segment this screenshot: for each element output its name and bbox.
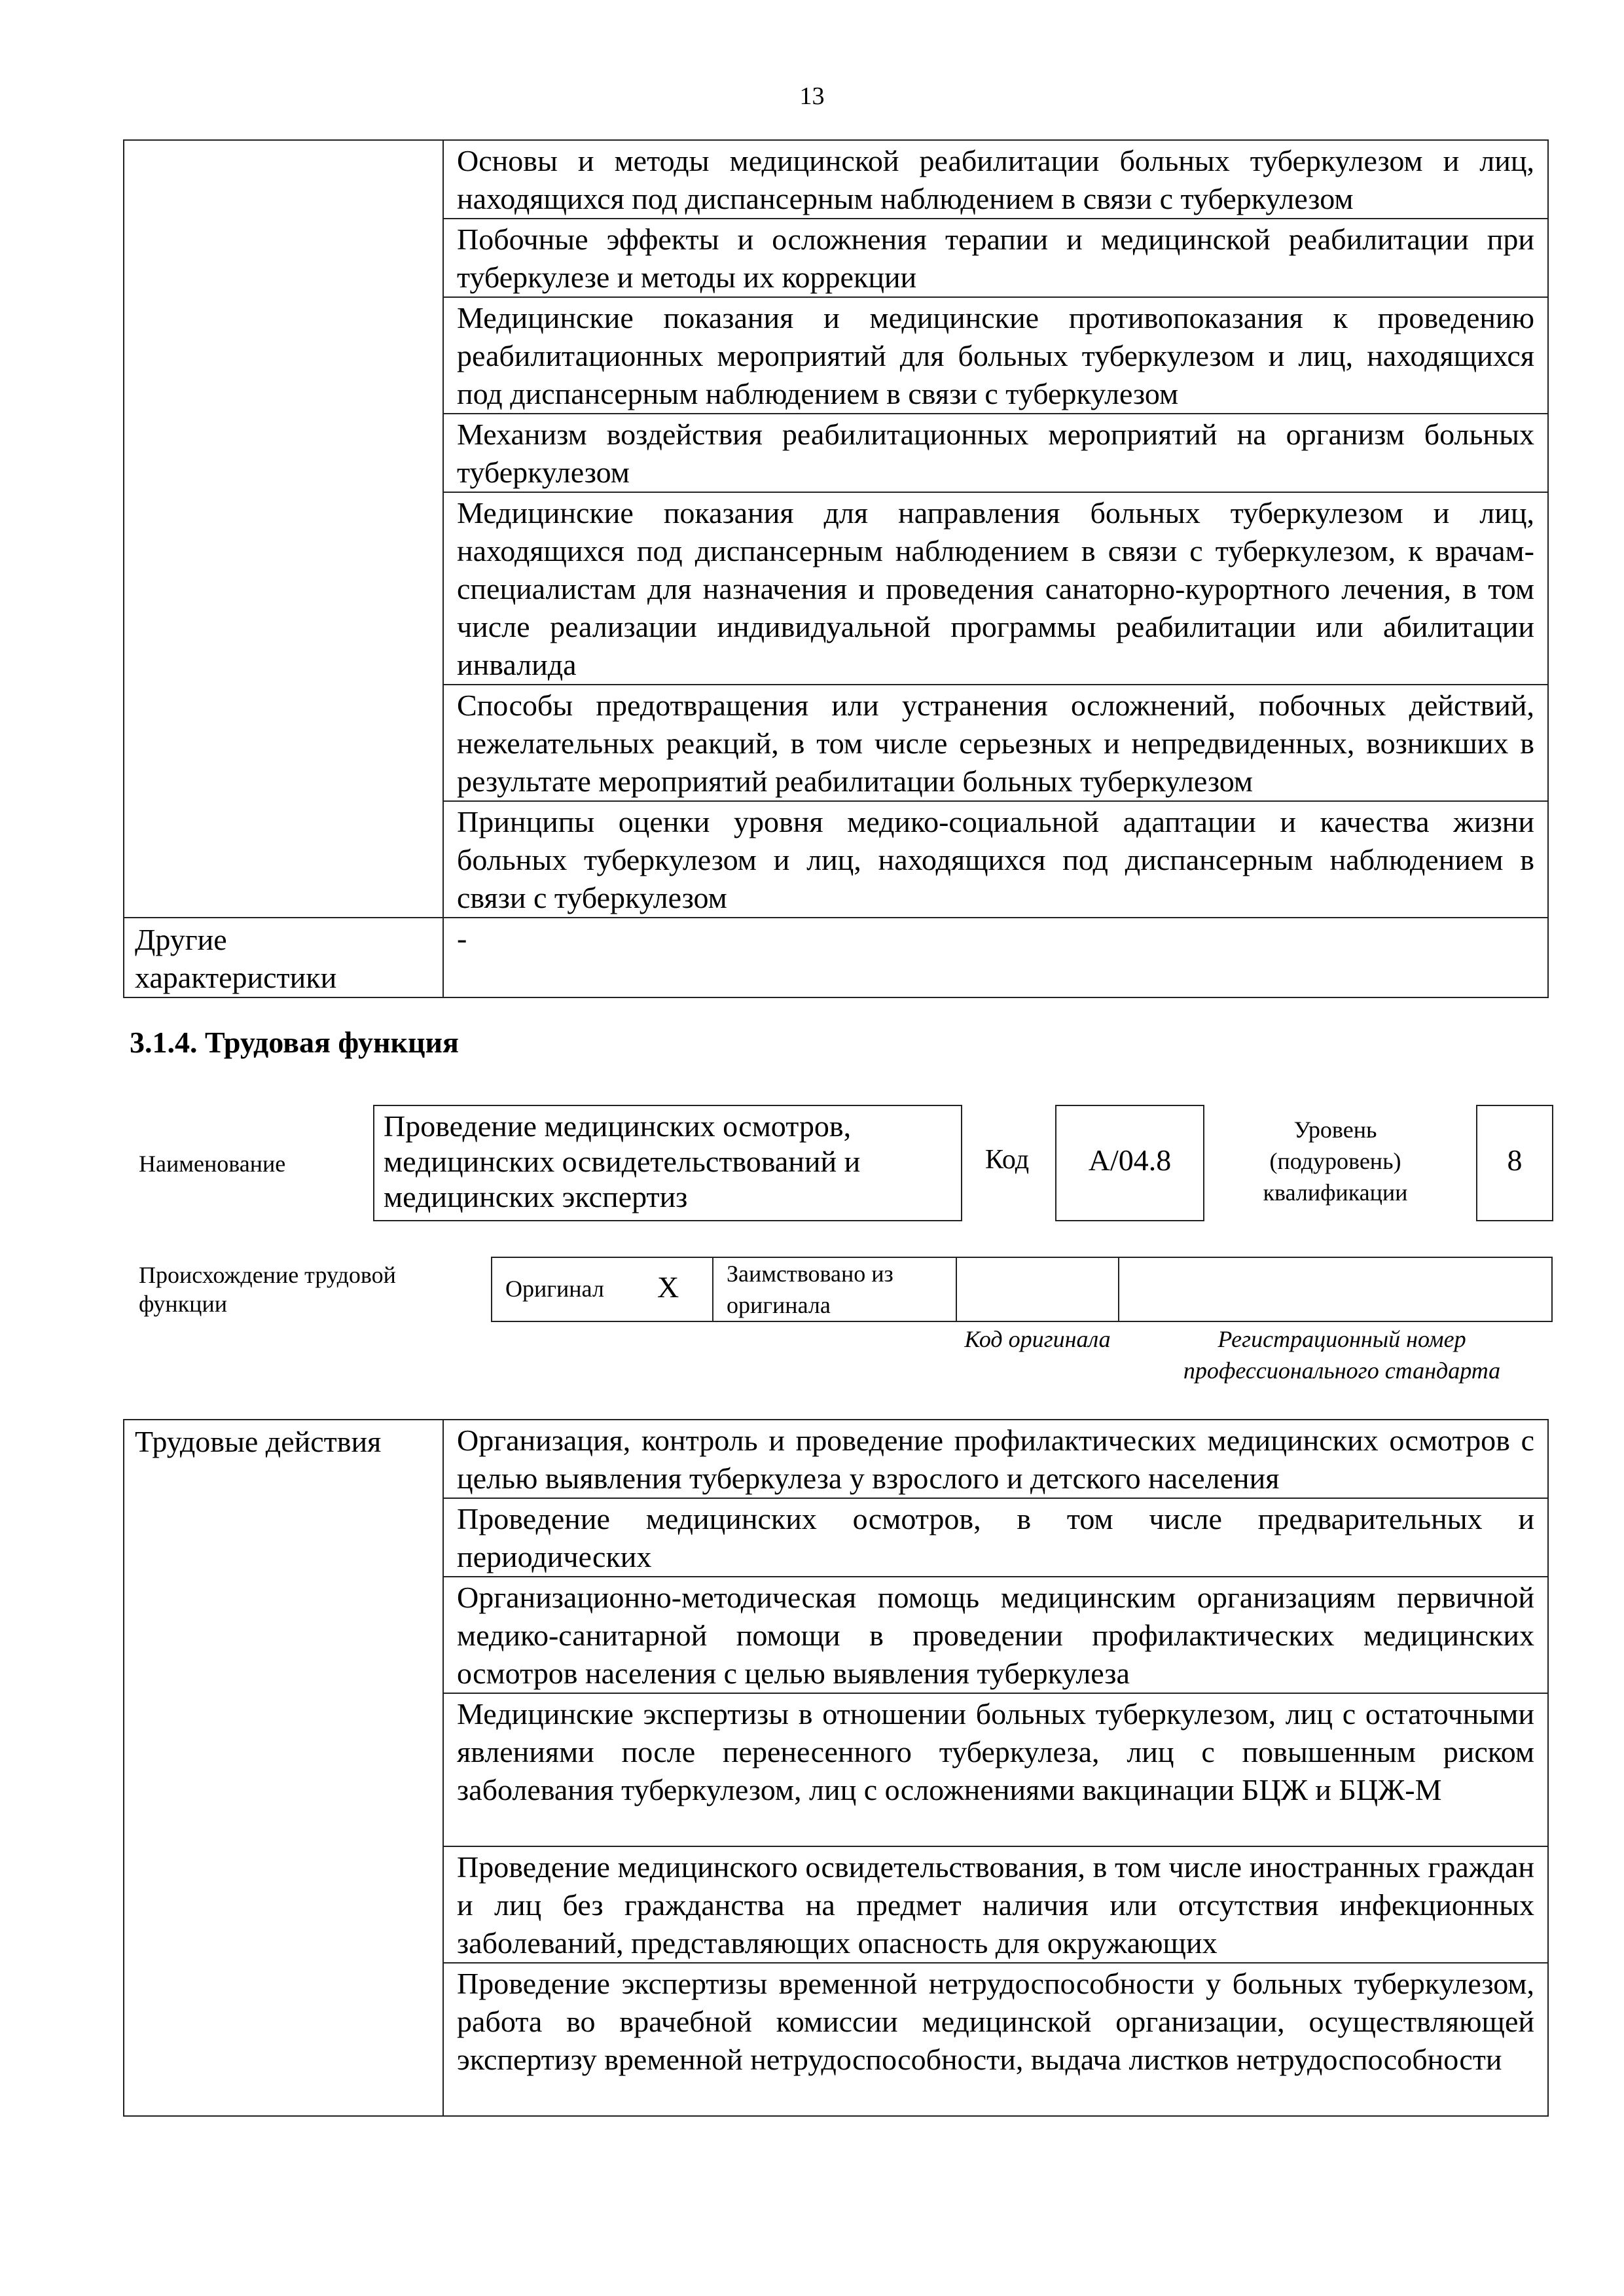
knowledge-item: Способы предотвращения или устранения осложнений, побочных действий, нежелательных реакций, в том числе серьезных и непредвиденных, возникших в результате мероприятий реабилитации больных туберкулезом: [457, 689, 1534, 798]
section-heading: 3.1.4. Трудовая функция: [130, 1026, 459, 1059]
original-code-cell: [956, 1257, 1119, 1322]
actions-label: Трудовые действия: [135, 1425, 382, 1458]
name-box: [373, 1105, 962, 1221]
level-value: 8: [1507, 1143, 1523, 1177]
level-box: [1476, 1105, 1553, 1221]
other-characteristics-value: -: [457, 922, 467, 955]
code-box: [1055, 1105, 1204, 1221]
original-mark: X: [657, 1270, 679, 1304]
empty-label-cell: [124, 140, 443, 918]
knowledge-table: [123, 139, 1549, 998]
page-number: 13: [799, 82, 825, 110]
knowledge-item: Механизм воздействия реабилитационных мероприятий на организм больных туберкулезом: [457, 418, 1534, 489]
registration-caption: Регистрационный номер профессионального стандарта: [1183, 1326, 1501, 1384]
original-code-caption: Код оригинала: [964, 1326, 1111, 1352]
action-item: Организация, контроль и проведение профилактических медицинских осмотров с целью выявления туберкулеза у взрослого и детского населения: [457, 1424, 1534, 1495]
action-item: Организационно-методическая помощь медицинским организациям первичной медико-санитарной помощи в проведении профилактических медицинских осмотров населения с целью выявления туберкулеза: [457, 1581, 1534, 1690]
original-label: Оригинал: [505, 1276, 604, 1302]
borrowed-label: Заимствовано из оригинала: [727, 1261, 893, 1318]
knowledge-item: Основы и методы медицинской реабилитации больных туберкулезом и лиц, находящихся под диспансерным наблюдением в связи с туберкулезом: [457, 144, 1534, 215]
name-label: Наименование: [139, 1151, 286, 1177]
knowledge-item: Медицинские показания для направления больных туберкулезом и лиц, находящихся под диспансерным наблюдением в связи с туберкулезом, к врачам-специалистам для назначения и проведения санаторно-курортного лечения, в том числе реализации индивидуальной программы реабилитации или абилитации инвалида: [457, 496, 1534, 681]
knowledge-item: Медицинские показания и медицинские противопоказания к проведению реабилитационных мероприятий для больных туберкулезом и лиц, находящихся под диспансерным наблюдением в связи с туберкулезом: [457, 301, 1534, 410]
function-name: Проведение медицинских осмотров, медицинских освидетельствований и медицинских экспертиз: [384, 1109, 861, 1213]
action-item: Проведение экспертизы временной нетрудоспособности у больных туберкулезом, работа во врачебной комиссии медицинской организации, осуществляющей экспертизу временной нетрудоспособности, выдача листков нетрудоспособности: [457, 1967, 1534, 2076]
actions-table: [123, 1419, 1549, 2117]
function-code: A/04.8: [1088, 1143, 1172, 1177]
knowledge-item: Побочные эффекты и осложнения терапии и медицинской реабилитации при туберкулезе и методы их коррекции: [457, 223, 1534, 294]
knowledge-item: Принципы оценки уровня медико-социальной адаптации и качества жизни больных туберкулезом и лиц, находящихся под диспансерным наблюдением в связи с туберкулезом: [457, 805, 1534, 914]
action-item: Проведение медицинских осмотров, в том числе предварительных и периодических: [457, 1502, 1534, 1573]
level-label: Уровень (подуровень) квалификации: [1263, 1117, 1408, 1206]
other-characteristics-label: Другие характеристики: [135, 923, 337, 994]
action-item: Проведение медицинского освидетельствования, в том числе иностранных граждан и лиц без гражданства на предмет наличия или отсутствия инфекционных заболеваний, представляющих опасность для окружающих: [457, 1850, 1534, 1960]
action-item: Медицинские экспертизы в отношении больных туберкулезом, лиц с остаточными явлениями после перенесенного туберкулеза, лиц с повышенным риском заболевания туберкулезом, лиц с осложнениями вакцинации БЦЖ и БЦЖ-М: [457, 1697, 1534, 1806]
origin-label: Происхождение трудовой функции: [139, 1262, 396, 1317]
code-label: Код: [985, 1145, 1030, 1175]
